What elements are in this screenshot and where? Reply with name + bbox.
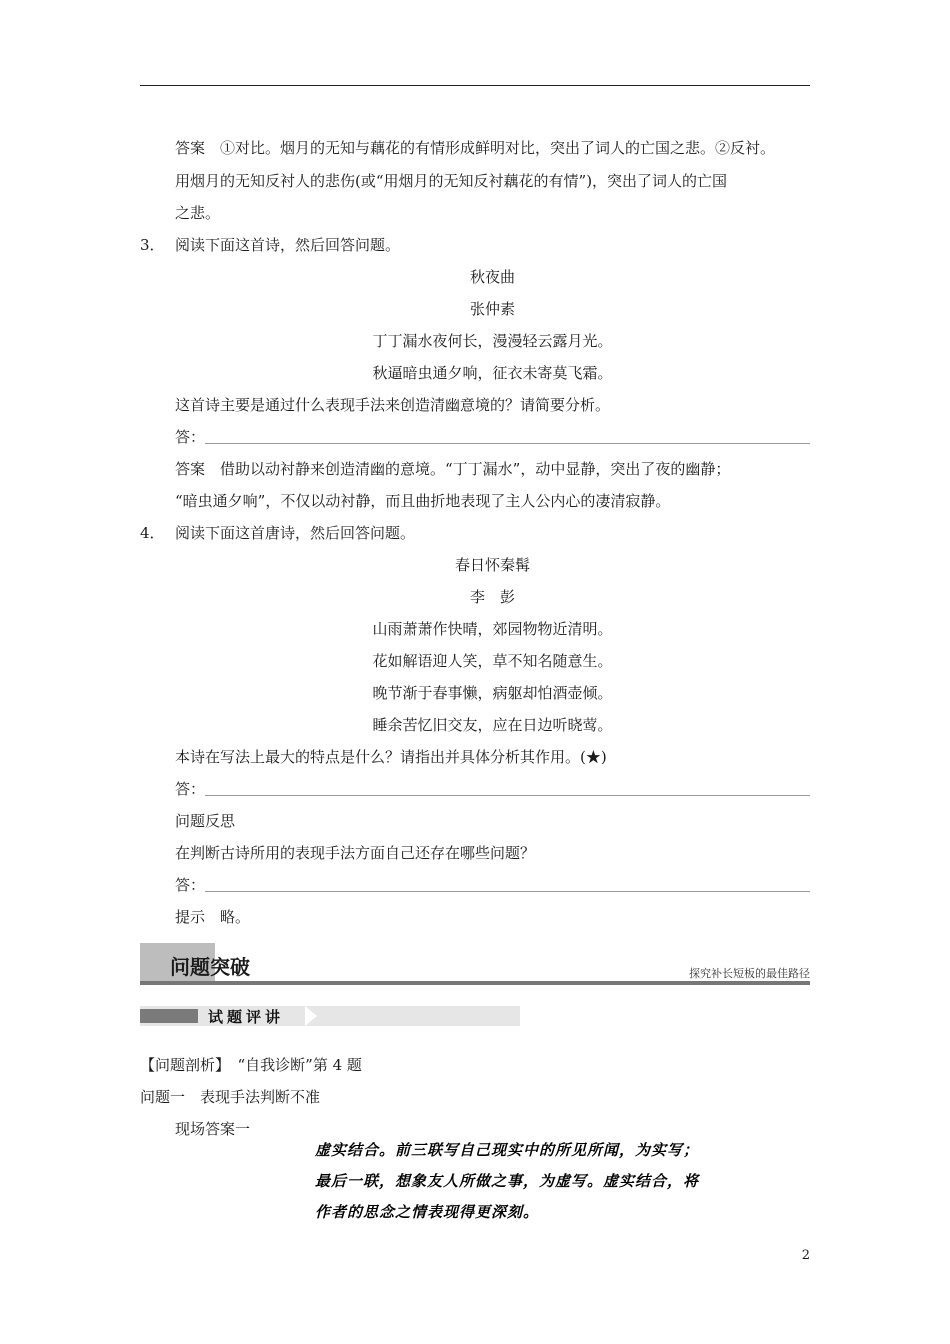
subsection-arrow-icon <box>305 1006 317 1026</box>
q3-question: 这首诗主要是通过什么表现手法来创造清幽意境的？请简要分析。 <box>175 396 611 414</box>
answer2-line3: 之悲。 <box>175 204 221 222</box>
subsection-banner <box>140 1006 520 1026</box>
q3-prompt: 阅读下面这首诗，然后回答问题。 <box>175 236 401 254</box>
q3-number: 3． <box>140 236 165 254</box>
reflection-title: 问题反思 <box>175 812 236 830</box>
q3-poem-line: 丁丁漏水夜何长，漫漫轻云露月光。 <box>372 332 613 350</box>
q4-poem-line: 山雨萧萧作快晴，郊园物物近清明。 <box>372 620 613 638</box>
q3-answer-line1: 答案 借助以动衬静来创造清幽的意境。“丁丁漏水”，动中显静，突出了夜的幽静； <box>175 460 731 478</box>
q3-answer-line2: “暗虫通夕响”，不仅以动衬静，而且曲折地表现了主人公内心的凄清寂静。 <box>175 492 671 510</box>
q4-answer-line[interactable] <box>205 795 810 796</box>
q4-poem-line: 晚节渐于春事懒，病躯却怕酒壶倾。 <box>372 684 613 702</box>
handwritten-line: 虚实结合。前三联写自己现实中的所见所闻，为实写； <box>315 1141 700 1159</box>
handwritten-line: 作者的思念之情表现得更深刻。 <box>315 1203 540 1221</box>
q4-number: 4． <box>140 524 165 542</box>
q3-answer-label: 答： <box>175 428 206 446</box>
q4-poem-line: 花如解语迎人笑，草不知名随意生。 <box>372 652 613 670</box>
q3-poem-author: 张仲素 <box>469 300 515 318</box>
q4-poem-line: 睡余苦忆旧交友，应在日边听晓莺。 <box>372 716 613 734</box>
analysis-sample-label: 现场答案一 <box>175 1120 251 1138</box>
reflection-answer-label: 答： <box>175 876 206 894</box>
section-rule <box>140 981 810 985</box>
section-subtitle: 探究补长短板的最佳路径 <box>689 967 810 980</box>
handwritten-answer <box>315 1135 699 1228</box>
section-title: 问题突破 <box>170 955 250 979</box>
q4-answer-label: 答： <box>175 780 206 798</box>
handwritten-line: 最后一联，想象友人所做之事，为虚写。虚实结合，将 <box>315 1172 700 1190</box>
answer2-line2: 用烟月的无知反衬人的悲伤(或“用烟月的无知反衬藕花的有情”)，突出了词人的亡国 <box>175 172 728 190</box>
reflection-question: 在判断古诗所用的表现手法方面自己还存在哪些问题？ <box>175 844 536 862</box>
subsection-label: 试题评讲 <box>208 1008 285 1026</box>
q3-poem-title: 秋夜曲 <box>469 268 515 286</box>
section-banner <box>140 943 810 987</box>
analysis-issue1: 问题一 表现手法判断不准 <box>140 1088 321 1106</box>
answer2-line1: 答案 ①对比。烟月的无知与藕花的有情形成鲜明对比，突出了词人的亡国之悲。②反衬。 <box>175 139 776 157</box>
header-rule <box>140 85 810 86</box>
q4-prompt: 阅读下面这首唐诗，然后回答问题。 <box>175 524 416 542</box>
q4-question: 本诗在写法上最大的特点是什么？请指出并具体分析其作用。(★) <box>175 748 607 766</box>
q4-poem-author: 李 彭 <box>469 588 515 606</box>
q4-poem-title: 春日怀秦髯 <box>454 556 530 574</box>
subsection-block <box>140 1009 198 1023</box>
reflection-answer-line[interactable] <box>205 891 810 892</box>
analysis-header: 【问题剖析】 “自我诊断”第 4 题 <box>140 1056 362 1074</box>
page-number: 2 <box>801 1248 810 1263</box>
q3-poem-line: 秋逼暗虫通夕响，征衣未寄莫飞霜。 <box>372 364 613 382</box>
q3-answer-line[interactable] <box>205 443 810 444</box>
reflection-hint: 提示 略。 <box>175 908 251 926</box>
